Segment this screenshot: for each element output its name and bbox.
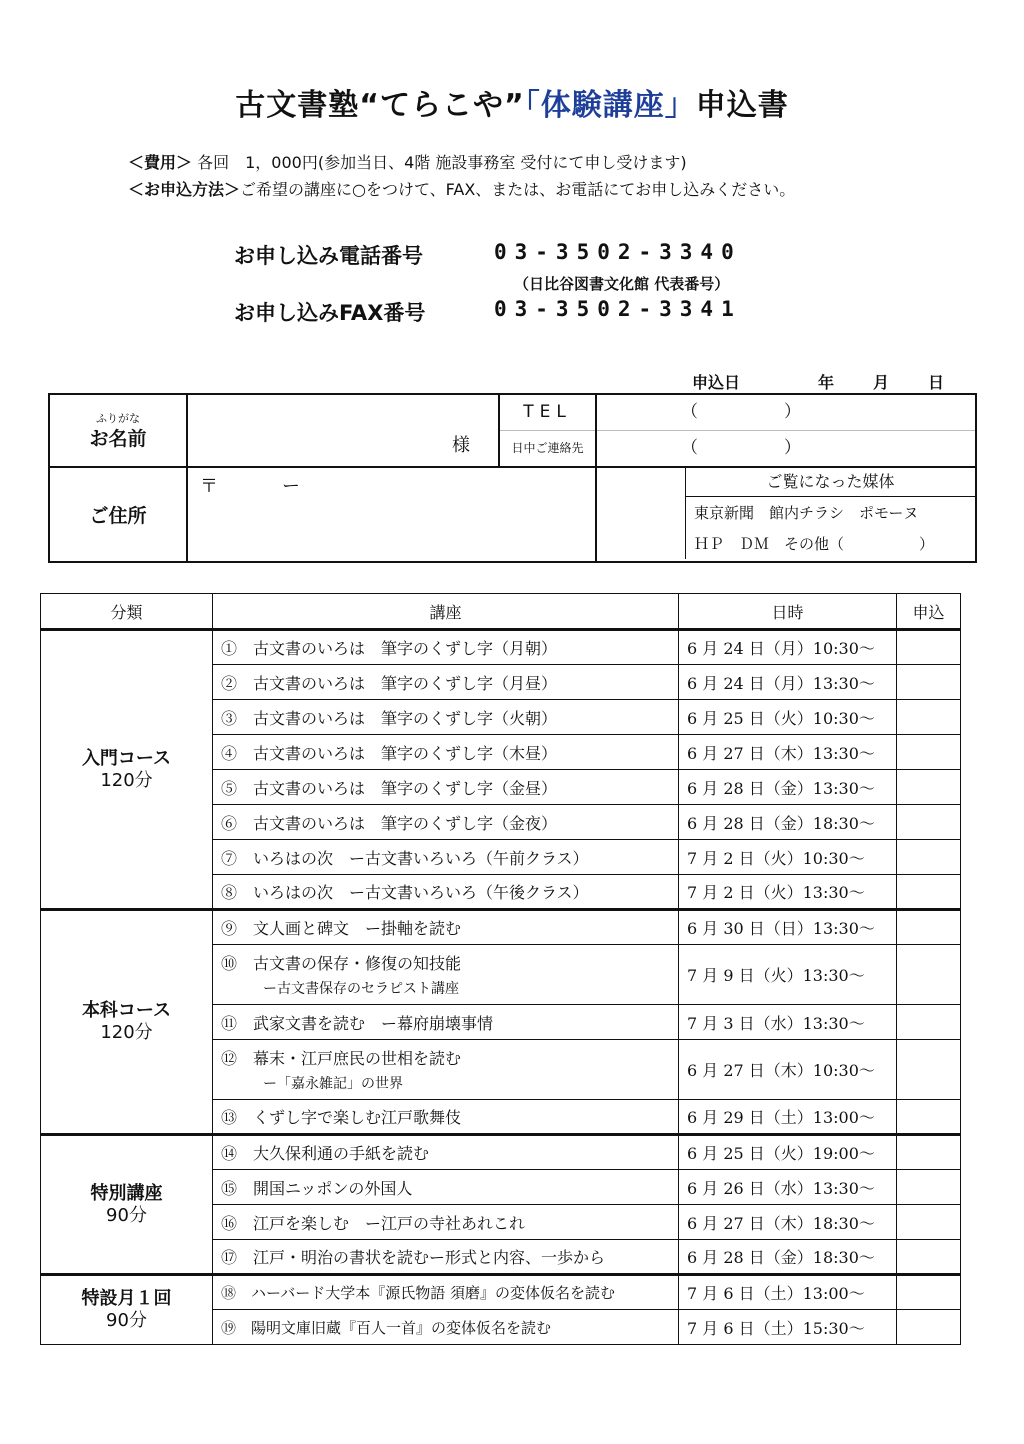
tel-paren-open: （ xyxy=(681,402,698,422)
course-date: 7 月 6 日（土）13:00～ xyxy=(679,1275,897,1310)
course-title: ④ 古文書のいろは 筆字のくずし字（木昼） xyxy=(213,735,679,770)
apply-cell[interactable] xyxy=(897,1170,961,1205)
media-options-1[interactable]: 東京新聞 館内チラシ ポモーヌ xyxy=(694,504,919,522)
phone-number: 03-3502-3340 xyxy=(494,240,742,264)
phone-label: お申し込み電話番号 xyxy=(234,244,423,268)
phone-note: （日比谷図書文化館 代表番号） xyxy=(514,275,730,293)
course-date: 6 月 24 日（月）10:30～ xyxy=(679,630,897,665)
apply-cell[interactable] xyxy=(897,805,961,840)
application-date-month[interactable]: 月 xyxy=(873,373,890,392)
category-name: 本科コース xyxy=(81,1000,172,1021)
course-date: 6 月 30 日（日）13:30～ xyxy=(679,910,897,945)
course-date: 6 月 25 日（火）10:30～ xyxy=(679,700,897,735)
daytime-label: 日中ご連絡先 xyxy=(511,441,584,455)
postal-dash: ー xyxy=(282,476,300,497)
course-date: 6 月 27 日（木）13:30～ xyxy=(679,735,897,770)
course-title: ⑥ 古文書のいろは 筆字のくずし字（金夜） xyxy=(213,805,679,840)
course-title: ⑬ くずし字で楽しむ江戸歌舞伎 xyxy=(213,1100,679,1135)
apply-cell[interactable] xyxy=(897,840,961,875)
category-cell xyxy=(41,1135,213,1275)
title-part1: 古文書塾“てらこや” xyxy=(235,88,525,123)
apply-cell[interactable] xyxy=(897,1040,961,1100)
course-date: 6 月 27 日（木）18:30～ xyxy=(679,1205,897,1240)
method-text: ご希望の講座に○をつけて、FAX、または、お電話にてお申し込みください。 xyxy=(240,180,796,199)
tel-paren-close: ） xyxy=(784,402,801,422)
course-date: 6 月 28 日（金）18:30～ xyxy=(679,1240,897,1275)
header-datetime: 日時 xyxy=(679,594,897,630)
apply-cell[interactable] xyxy=(897,630,961,665)
apply-cell[interactable] xyxy=(897,665,961,700)
fee-text: 各回 1，000円(参加当日、4階 施設事務室 受付にて申し受けます) xyxy=(197,153,687,172)
honorific: 様 xyxy=(452,435,470,456)
course-title: ⑨ 文人画と碑文 ー掛軸を読む xyxy=(213,910,679,945)
category-duration: 120分 xyxy=(100,769,153,791)
course-title-cell xyxy=(213,1040,679,1100)
apply-cell[interactable] xyxy=(897,945,961,1005)
category-duration: 90分 xyxy=(106,1204,147,1226)
daytime-field[interactable] xyxy=(597,431,975,466)
category-cell xyxy=(41,1275,213,1345)
apply-cell[interactable] xyxy=(897,1240,961,1275)
course-title: ⑲ 陽明文庫旧蔵『百人一首』の変体仮名を読む xyxy=(213,1310,679,1345)
apply-cell[interactable] xyxy=(897,910,961,945)
media-options-2[interactable]: ＨＰ ＤＭ その他（ ） xyxy=(694,535,935,553)
course-date: 6 月 28 日（金）13:30～ xyxy=(679,770,897,805)
name-field[interactable] xyxy=(187,394,499,467)
header-course: 講座 xyxy=(213,594,679,630)
apply-cell[interactable] xyxy=(897,1310,961,1345)
course-table xyxy=(40,593,961,1345)
page-title xyxy=(0,80,1024,124)
course-date: 7 月 3 日（水）13:30～ xyxy=(679,1005,897,1040)
fax-label: お申し込みFAX番号 xyxy=(234,301,426,325)
application-date-year[interactable]: 年 xyxy=(818,373,835,392)
tel-field[interactable] xyxy=(597,395,975,431)
name-label: お名前 xyxy=(89,428,147,450)
course-title: ⑰ 江戸・明治の書状を読むー形式と内容、一歩から xyxy=(213,1240,679,1275)
apply-cell[interactable] xyxy=(897,1205,961,1240)
course-date: 6 月 26 日（水）13:30～ xyxy=(679,1170,897,1205)
course-date: 7 月 6 日（土）15:30～ xyxy=(679,1310,897,1345)
media-label: ご覧になった媒体 xyxy=(686,468,975,497)
application-date-label: 申込日 xyxy=(692,373,741,392)
course-date: 6 月 29 日（土）13:00～ xyxy=(679,1100,897,1135)
daytime-paren-close: ） xyxy=(784,438,801,458)
course-title: ⑱ ハーバード大学本『源氏物語 須磨』の変体仮名を読む xyxy=(213,1275,679,1310)
course-title: ⑦ いろはの次 ー古文書いろいろ（午前クラス） xyxy=(213,840,679,875)
course-date: 7 月 2 日（火）13:30～ xyxy=(679,875,897,910)
course-subtitle: ー「嘉永雑記」の世界 xyxy=(263,1076,403,1092)
address-field[interactable] xyxy=(187,467,596,562)
course-date: 7 月 9 日（火）13:30～ xyxy=(679,945,897,1005)
course-title: ⑧ いろはの次 ー古文書いろいろ（午後クラス） xyxy=(213,875,679,910)
tel-label-cell xyxy=(499,394,596,467)
apply-cell[interactable] xyxy=(897,1005,961,1040)
course-title-cell xyxy=(213,945,679,1005)
postal-mark: 〒 xyxy=(200,476,218,497)
course-date: 7 月 2 日（火）10:30～ xyxy=(679,840,897,875)
course-date: 6 月 24 日（月）13:30～ xyxy=(679,665,897,700)
application-date-day[interactable]: 日 xyxy=(928,373,945,392)
title-part2: 申込書 xyxy=(695,88,789,123)
applicant-form xyxy=(48,393,977,563)
course-title: ⑤ 古文書のいろは 筆字のくずし字（金昼） xyxy=(213,770,679,805)
method-line xyxy=(128,177,795,200)
header-category: 分類 xyxy=(41,594,213,630)
apply-cell[interactable] xyxy=(897,735,961,770)
category-cell xyxy=(41,910,213,1135)
course-title: ③ 古文書のいろは 筆字のくずし字（火朝） xyxy=(213,700,679,735)
name-label-cell xyxy=(49,394,187,467)
tel-field-cell xyxy=(596,394,976,467)
apply-cell[interactable] xyxy=(897,875,961,910)
course-title: ⑪ 武家文書を読む ー幕府崩壊事情 xyxy=(213,1005,679,1040)
course-date: 6 月 27 日（木）10:30～ xyxy=(679,1040,897,1100)
fee-label: ＜費用＞ xyxy=(128,153,193,172)
method-label: ＜お申込方法＞ xyxy=(128,180,241,199)
course-title: ⑫ 幕末・江戸庶民の世相を読む xyxy=(221,1049,462,1068)
course-title: ⑮ 開国ニッポンの外国人 xyxy=(213,1170,679,1205)
header-apply: 申込 xyxy=(897,594,961,630)
category-duration: 120分 xyxy=(100,1022,153,1043)
category-name: 特設月１回 xyxy=(81,1288,172,1309)
category-duration: 90分 xyxy=(106,1310,147,1331)
apply-cell[interactable] xyxy=(897,770,961,805)
apply-cell[interactable] xyxy=(897,1275,961,1310)
daytime-paren-open: （ xyxy=(681,438,698,458)
category-name: 入門コース xyxy=(81,747,172,769)
fax-number: 03-3502-3341 xyxy=(494,297,742,321)
tel-label: TEL xyxy=(500,395,595,431)
course-title: ⑭ 大久保利通の手紙を読む xyxy=(213,1135,679,1170)
category-name: 特別講座 xyxy=(90,1182,163,1204)
title-highlight: 「体験講座」 xyxy=(524,88,696,123)
fee-line xyxy=(128,150,687,173)
address-label: ご住所 xyxy=(49,467,187,562)
media-cell xyxy=(596,467,976,562)
apply-cell[interactable] xyxy=(897,1100,961,1135)
course-title: ② 古文書のいろは 筆字のくずし字（月昼） xyxy=(213,665,679,700)
apply-cell[interactable] xyxy=(897,700,961,735)
course-title: ① 古文書のいろは 筆字のくずし字（月朝） xyxy=(213,630,679,665)
course-title: ⑩ 古文書の保存・修復の知技能 xyxy=(221,954,462,973)
course-subtitle: ー古文書保存のセラピスト講座 xyxy=(263,981,459,997)
category-cell xyxy=(41,630,213,910)
apply-cell[interactable] xyxy=(897,1135,961,1170)
course-date: 6 月 25 日（火）19:00～ xyxy=(679,1135,897,1170)
furigana-label: ふりがな xyxy=(96,412,140,425)
course-title: ⑯ 江戸を楽しむ ー江戸の寺社あれこれ xyxy=(213,1205,679,1240)
course-date: 6 月 28 日（金）18:30～ xyxy=(679,805,897,840)
